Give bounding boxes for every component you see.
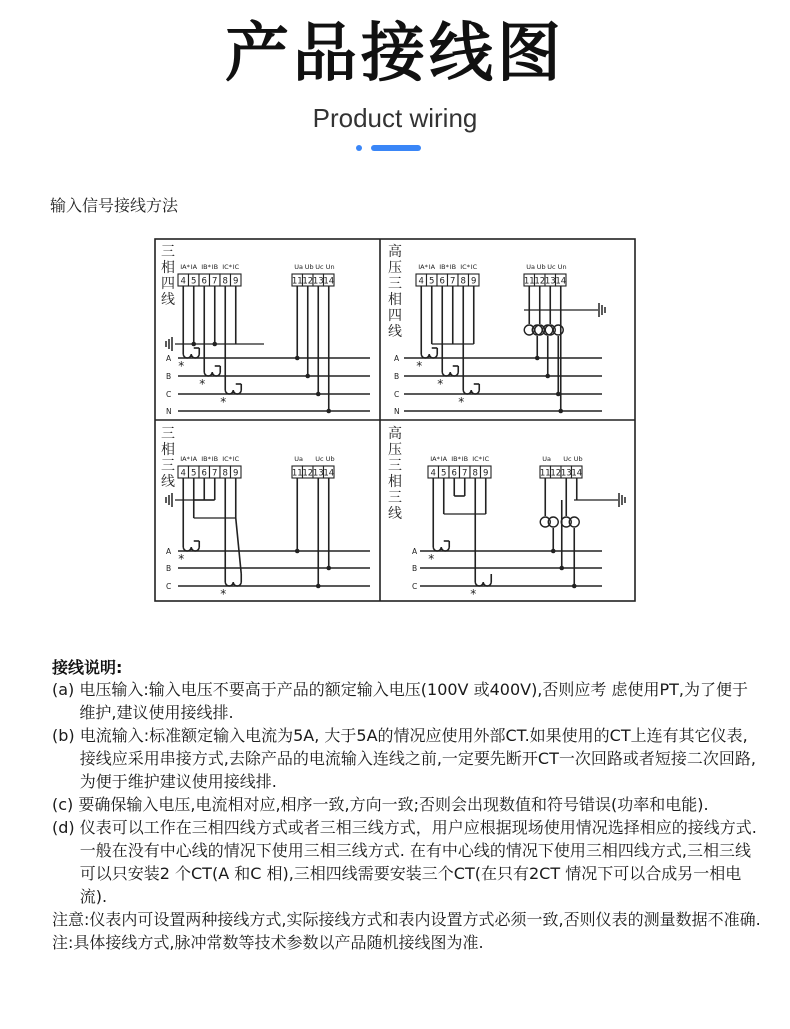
junction-dot — [295, 549, 300, 554]
junction-dot — [326, 566, 331, 571]
page-subtitle: Product wiring — [312, 103, 478, 133]
decoration-bar — [371, 145, 421, 151]
voltage-terminal-number: 11 — [523, 276, 535, 287]
voltage-terminal-number: 13 — [312, 468, 324, 479]
panel-label: 三 — [388, 276, 402, 292]
wiring-diagram-svg — [154, 238, 636, 602]
current-terminal-number: 9 — [471, 276, 477, 287]
polarity-mark: * — [416, 359, 423, 373]
phase-label: A — [412, 547, 418, 556]
panel-label: 三 — [161, 458, 175, 474]
phase-label: A — [394, 354, 400, 363]
note-mark: (a) — [52, 680, 80, 699]
note-text: 要确保输入电压,电流相对应,相序一致,方向一致;否则会出现数值和符号错误(功率和电能). — [78, 795, 709, 814]
panel-label: 三 — [388, 458, 402, 474]
current-terminal-label: IA* — [430, 455, 440, 463]
current-terminal-label: IA* — [418, 263, 428, 271]
voltage-terminal-number: 12 — [302, 276, 314, 287]
panel-label: 线 — [161, 292, 175, 308]
panel-label: 压 — [388, 442, 402, 458]
voltage-terminal-number: 11 — [291, 276, 303, 287]
current-terminal-label: IA — [190, 263, 198, 271]
current-terminal-number: 6 — [451, 468, 457, 479]
current-terminal-label: IA* — [180, 263, 190, 271]
current-terminal-number: 7 — [212, 468, 218, 479]
polarity-mark: * — [178, 552, 185, 566]
voltage-terminal-label: Un — [325, 263, 335, 271]
voltage-terminal-label: Ua — [542, 455, 551, 463]
panel-label: 四 — [388, 308, 402, 324]
junction-dot — [545, 374, 550, 379]
current-terminal-number: 5 — [191, 276, 197, 287]
notes-list — [52, 678, 762, 954]
phase-label: C — [412, 582, 418, 591]
panel-label: 线 — [388, 506, 402, 522]
voltage-terminal-label: Uc — [315, 455, 324, 463]
panel-label: 相 — [388, 292, 402, 308]
phase-label: B — [412, 564, 418, 573]
junction-dot — [559, 566, 564, 571]
current-terminal-label: IB — [449, 263, 457, 271]
current-terminal-label: IA — [440, 455, 448, 463]
phase-label: B — [166, 372, 172, 381]
junction-dot — [305, 374, 310, 379]
voltage-terminal-label: Uc — [315, 263, 324, 271]
panel-label: 三 — [161, 244, 175, 260]
page-title: 产品接线图 — [225, 17, 565, 91]
current-terminal-number: 5 — [429, 276, 435, 287]
junction-dot — [316, 392, 321, 397]
polarity-mark: * — [470, 587, 477, 601]
current-terminal-label: IA* — [180, 455, 190, 463]
junction-dot — [551, 549, 556, 554]
voltage-terminal-label: Ub — [573, 455, 583, 463]
polarity-mark: * — [220, 587, 227, 601]
note-text: 仪表可以工作在三相四线方式或者三相三线方式，用户应根据现场使用情况选择相应的接线方式. 一般在没有中心线的情况下使用三相三线方式. 在有中心线的情况下使用三相四线方式,三相三线可以只安装2 个CT(A 和C 相),三相四线需要安装三个CT(在只有2CT 情况下可以合成另一相电流). — [79, 818, 757, 906]
voltage-terminal-number: 14 — [323, 468, 335, 479]
junction-dot — [191, 342, 196, 347]
voltage-terminal-label: Ub — [536, 263, 546, 271]
current-terminal-label: IB — [211, 263, 219, 271]
current-terminal-label: IA — [428, 263, 436, 271]
panel-label: 高 — [388, 426, 402, 442]
voltage-terminal-number: 14 — [571, 468, 583, 479]
phase-label: C — [166, 582, 172, 591]
junction-dot — [558, 409, 563, 414]
decoration-dot — [356, 145, 362, 151]
voltage-terminal-label: Uc — [563, 455, 572, 463]
note-c — [52, 793, 762, 816]
voltage-terminal-number: 11 — [291, 468, 303, 479]
current-terminal-label: IC* — [222, 263, 232, 271]
polarity-mark: * — [178, 359, 185, 373]
note-d — [52, 816, 762, 908]
section-title: 输入信号接线方法 — [50, 196, 179, 215]
voltage-terminal-label: Ub — [325, 455, 335, 463]
note-mark: 注: — [52, 933, 74, 952]
polarity-mark: * — [199, 377, 206, 391]
current-terminal-number: 4 — [180, 468, 186, 479]
phase-label: A — [166, 354, 172, 363]
title-decoration — [356, 144, 436, 152]
wiring-diagram — [154, 238, 636, 602]
voltage-terminal-label: Un — [557, 263, 567, 271]
current-terminal-label: IC — [232, 455, 240, 463]
current-terminal-number: 8 — [472, 468, 478, 479]
current-terminal-label: IC — [482, 455, 490, 463]
panel-label: 四 — [161, 276, 175, 292]
current-terminal-label: IB* — [439, 263, 449, 271]
note-text: 电流输入:标准额定输入电流为5A, 大于5A的情况应使用外部CT.如果使用的CT上连有其它仪表,接线应采用串接方式,去除产品的电流输入连线之前,一定要先断开CT一次回路或者短接二次回路,为便于维护建议使用接线排. — [79, 726, 756, 791]
current-terminal-number: 8 — [222, 468, 228, 479]
current-terminal-label: IC* — [460, 263, 470, 271]
current-terminal-number: 6 — [201, 468, 207, 479]
note-general — [52, 931, 762, 954]
current-terminal-label: IC — [470, 263, 478, 271]
note-b — [52, 724, 762, 793]
voltage-terminal-label: Ub — [304, 263, 314, 271]
voltage-terminal-number: 13 — [312, 276, 324, 287]
voltage-terminal-number: 14 — [323, 276, 335, 287]
voltage-terminal-label: Ua — [294, 263, 303, 271]
phase-label: N — [166, 407, 172, 416]
panel-label: 压 — [388, 260, 402, 276]
panel-label: 高 — [388, 244, 402, 260]
voltage-terminal-number: 12 — [302, 468, 314, 479]
junction-dot — [295, 356, 300, 361]
voltage-terminal-number: 14 — [555, 276, 567, 287]
current-terminal-label: IA — [190, 455, 198, 463]
current-terminal-label: IB* — [451, 455, 461, 463]
current-terminal-label: IC* — [472, 455, 482, 463]
polarity-mark: * — [458, 395, 465, 409]
current-terminal-number: 5 — [191, 468, 197, 479]
current-terminal-number: 6 — [439, 276, 445, 287]
current-terminal-number: 8 — [460, 276, 466, 287]
panel-label: 相 — [161, 442, 175, 458]
note-mark: (d) — [52, 818, 80, 837]
note-a — [52, 678, 762, 724]
current-terminal-number: 7 — [462, 468, 468, 479]
note-mark: (b) — [52, 726, 80, 745]
note-mark: 注意: — [52, 910, 90, 929]
polarity-mark: * — [428, 552, 435, 566]
current-terminal-number: 7 — [212, 276, 218, 287]
current-terminal-number: 4 — [180, 276, 186, 287]
current-terminal-label: IC* — [222, 455, 232, 463]
current-terminal-number: 8 — [222, 276, 228, 287]
phase-label: A — [166, 547, 172, 556]
current-terminal-label: IB* — [201, 263, 211, 271]
phase-label: B — [394, 372, 400, 381]
polarity-mark: * — [220, 395, 227, 409]
phase-label: B — [166, 564, 172, 573]
current-terminal-number: 7 — [450, 276, 456, 287]
voltage-terminal-label: Ua — [294, 455, 303, 463]
current-terminal-number: 6 — [201, 276, 207, 287]
voltage-terminal-label: Ua — [526, 263, 535, 271]
phase-label: C — [166, 390, 172, 399]
junction-dot — [572, 584, 577, 589]
voltage-terminal-number: 13 — [560, 468, 572, 479]
current-terminal-label: IC — [232, 263, 240, 271]
current-terminal-number: 4 — [418, 276, 424, 287]
note-text: 具体接线方式,脉冲常数等技术参数以产品随机接线图为准. — [73, 933, 484, 952]
note-text: 仪表内可设置两种接线方式,实际接线方式和表内设置方式必须一致,否则仪表的测量数据不准确. — [89, 910, 761, 929]
junction-dot — [535, 356, 540, 361]
current-terminal-label: IB — [461, 455, 469, 463]
current-terminal-number: 9 — [233, 276, 239, 287]
current-terminal-number: 4 — [430, 468, 436, 479]
panel-label: 相 — [388, 474, 402, 490]
junction-dot — [556, 392, 561, 397]
voltage-terminal-number: 12 — [550, 468, 562, 479]
junction-dot — [316, 584, 321, 589]
junction-dot — [326, 409, 331, 414]
polarity-mark: * — [437, 377, 444, 391]
voltage-terminal-number: 11 — [539, 468, 551, 479]
panel-label: 线 — [161, 474, 175, 490]
current-terminal-label: IB* — [201, 455, 211, 463]
phase-label: N — [394, 407, 400, 416]
junction-dot — [212, 342, 217, 347]
note-mark: (c) — [52, 795, 79, 814]
current-terminal-number: 9 — [233, 468, 239, 479]
note-caution — [52, 908, 762, 931]
notes-heading: 接线说明: — [52, 658, 123, 677]
current-terminal-label: IB — [211, 455, 219, 463]
current-terminal-number: 9 — [483, 468, 489, 479]
phase-label: C — [394, 390, 400, 399]
current-terminal-number: 5 — [441, 468, 447, 479]
panel-label: 三 — [161, 426, 175, 442]
voltage-terminal-number: 12 — [534, 276, 546, 287]
panel-label: 相 — [161, 260, 175, 276]
panel-label: 线 — [388, 324, 402, 340]
note-text: 电压输入:输入电压不要高于产品的额定输入电压(100V 或400V),否则应考 虑使用PT,为了便于维护,建议使用接线排. — [79, 680, 748, 722]
voltage-terminal-number: 13 — [544, 276, 556, 287]
panel-label: 三 — [388, 490, 402, 506]
wire — [236, 518, 242, 574]
voltage-terminal-label: Uc — [547, 263, 556, 271]
